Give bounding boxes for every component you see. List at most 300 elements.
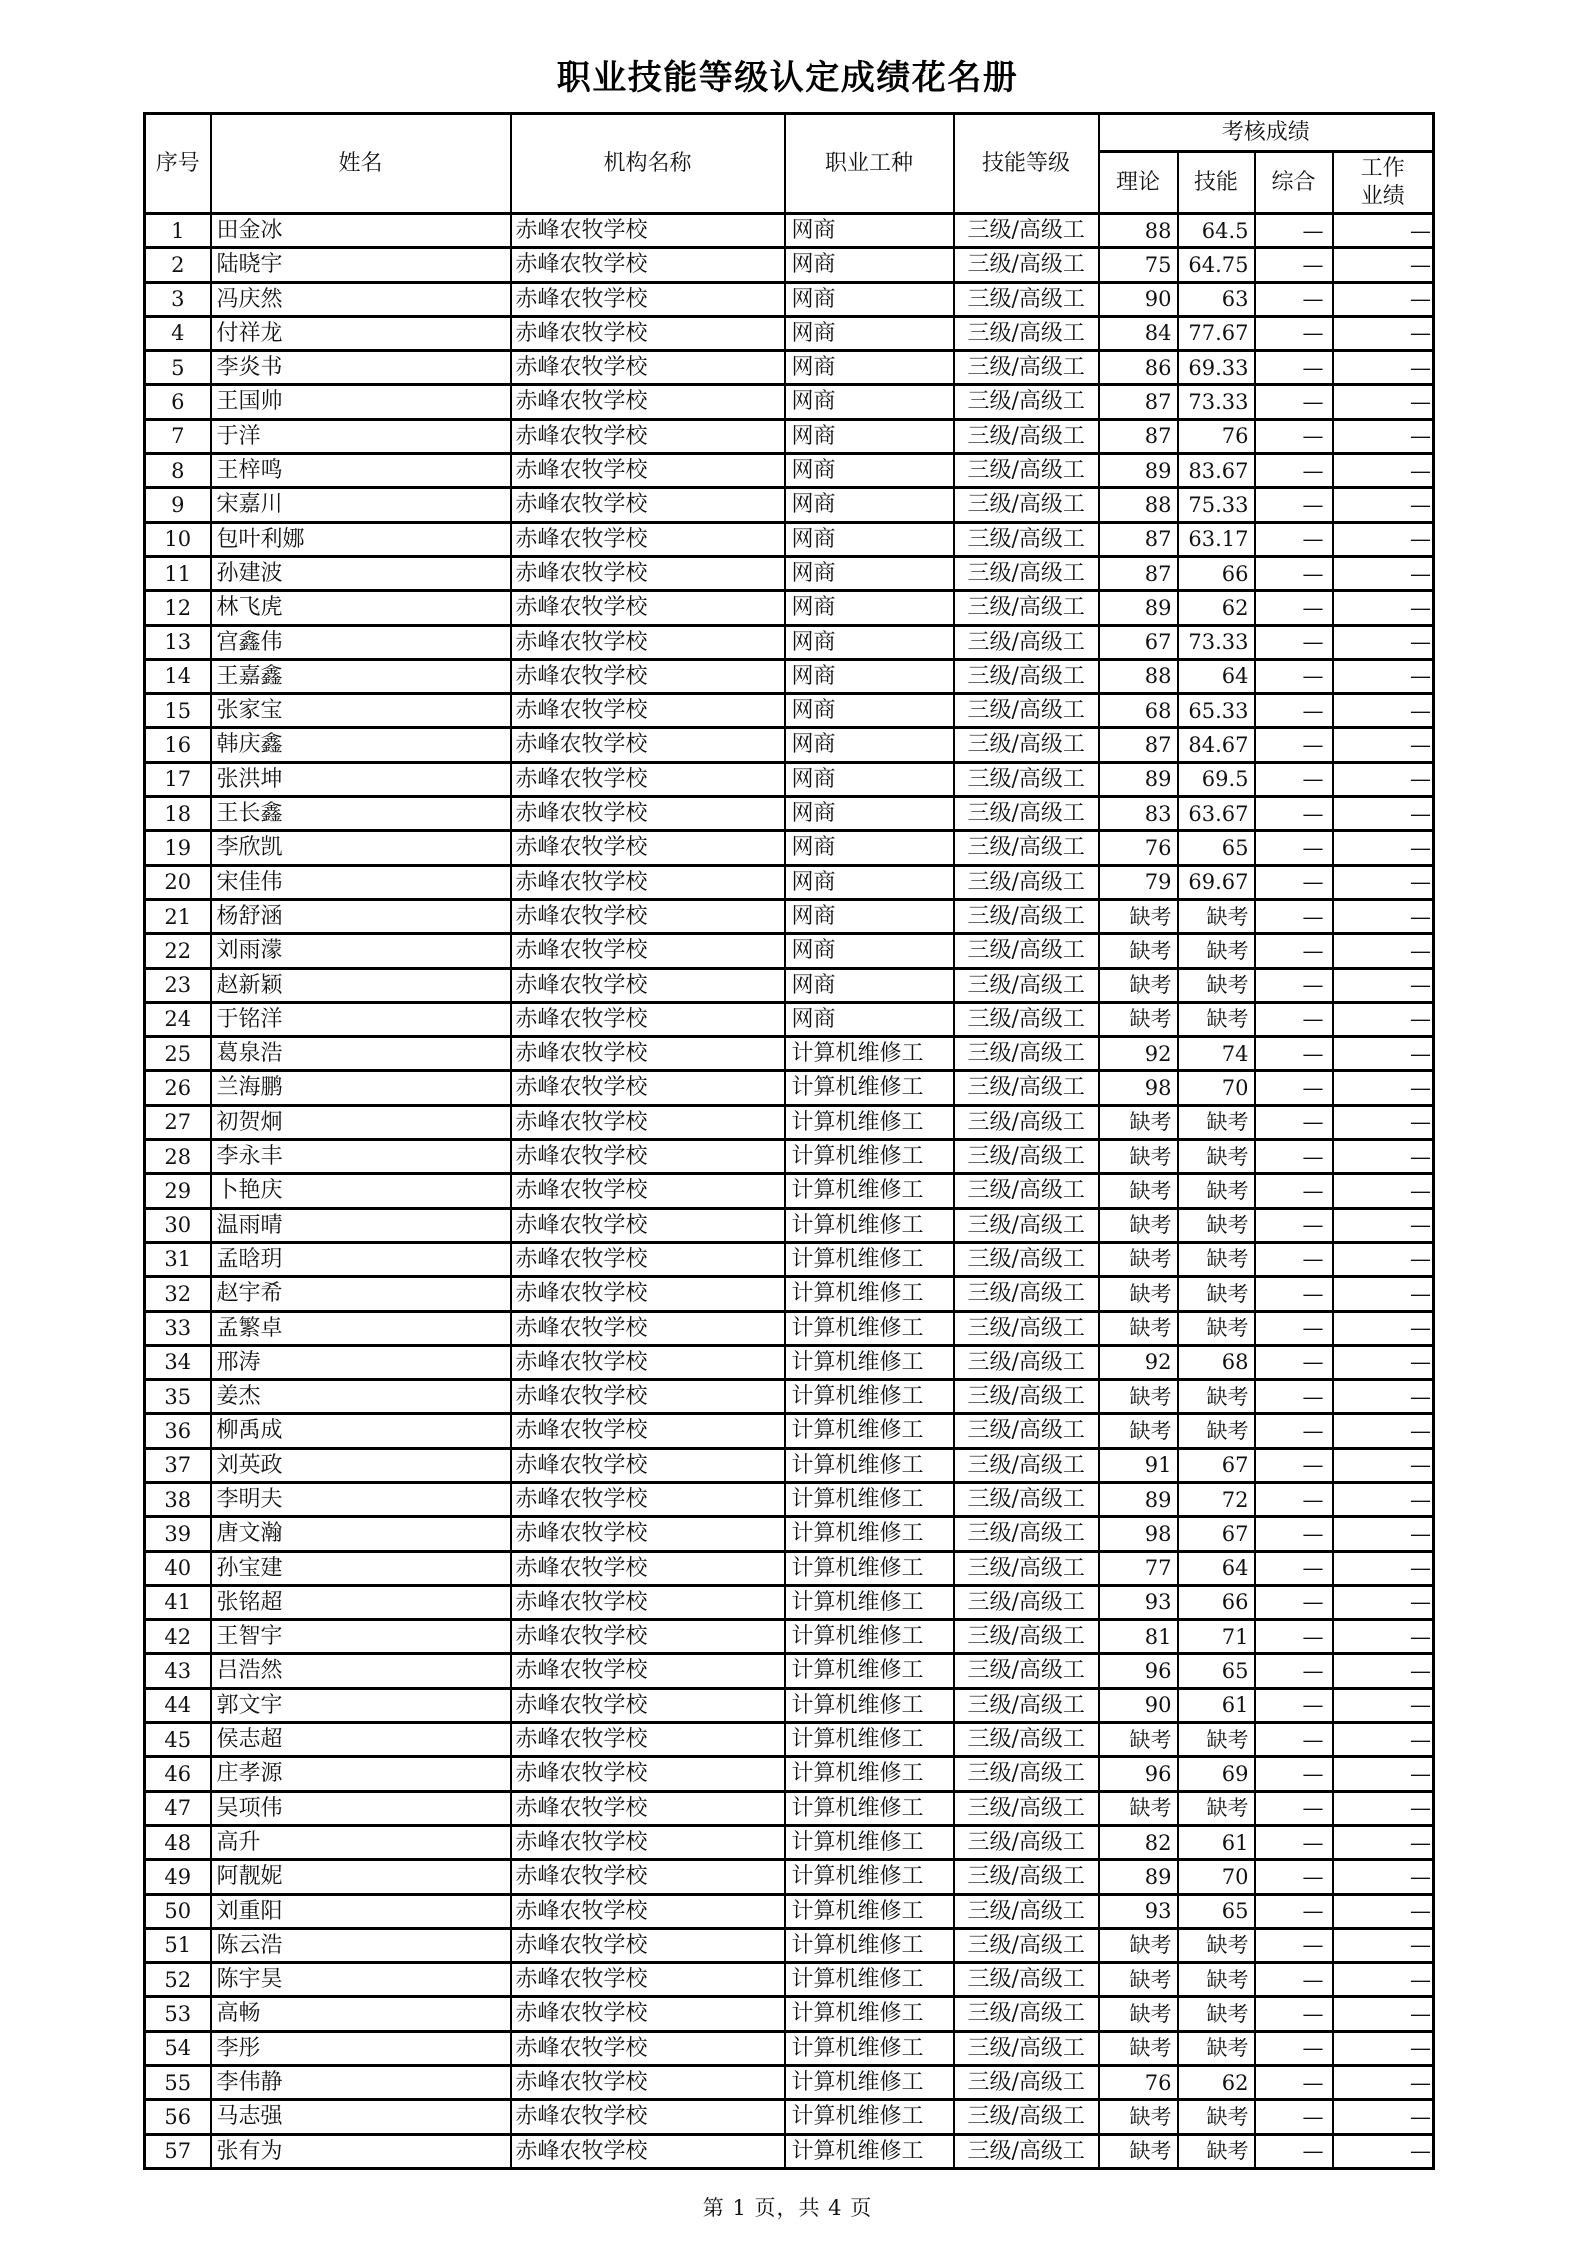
cell-work-performance-score: — — [1333, 1242, 1434, 1276]
cell-index: 3 — [145, 282, 211, 316]
cell-theory-score: 81 — [1099, 1620, 1178, 1654]
table-row — [145, 1242, 1434, 1276]
cell-name: 吕浩然 — [211, 1654, 511, 1688]
cell-index: 42 — [145, 1620, 211, 1654]
table-row — [145, 899, 1434, 933]
cell-theory-score: 98 — [1099, 1517, 1178, 1551]
cell-occupation: 计算机维修工 — [785, 1037, 954, 1071]
cell-skill-score: 缺考 — [1178, 1928, 1255, 1962]
cell-comprehensive-score: — — [1255, 454, 1333, 488]
cell-index: 41 — [145, 1585, 211, 1619]
cell-skill-score: 66 — [1178, 556, 1255, 590]
cell-comprehensive-score: — — [1255, 1894, 1333, 1928]
cell-occupation: 网商 — [785, 899, 954, 933]
cell-skill-score: 83.67 — [1178, 454, 1255, 488]
cell-skill-score: 69.67 — [1178, 865, 1255, 899]
cell-name: 孙建波 — [211, 556, 511, 590]
table-row — [145, 419, 1434, 453]
cell-theory-score: 89 — [1099, 1860, 1178, 1894]
cell-skill-level: 三级/高级工 — [954, 385, 1099, 419]
cell-index: 34 — [145, 1345, 211, 1379]
table-body — [145, 214, 1434, 2169]
cell-index: 47 — [145, 1791, 211, 1825]
cell-name: 李炎书 — [211, 351, 511, 385]
cell-theory-score: 82 — [1099, 1825, 1178, 1859]
table-row — [145, 1825, 1434, 1859]
col-header-theory: 理论 — [1099, 152, 1178, 214]
cell-institution: 赤峰农牧学校 — [511, 2066, 785, 2100]
cell-index: 26 — [145, 1071, 211, 1105]
cell-name: 林飞虎 — [211, 591, 511, 625]
cell-index: 9 — [145, 488, 211, 522]
cell-skill-score: 63 — [1178, 282, 1255, 316]
cell-theory-score: 96 — [1099, 1654, 1178, 1688]
cell-occupation: 计算机维修工 — [785, 1242, 954, 1276]
cell-work-performance-score: — — [1333, 385, 1434, 419]
table-row — [145, 1860, 1434, 1894]
cell-name: 陈宇昊 — [211, 1963, 511, 1997]
cell-name: 包叶利娜 — [211, 522, 511, 556]
cell-skill-level: 三级/高级工 — [954, 694, 1099, 728]
cell-name: 陆晓宇 — [211, 248, 511, 282]
cell-work-performance-score: — — [1333, 1585, 1434, 1619]
table-row — [145, 454, 1434, 488]
cell-work-performance-score: — — [1333, 556, 1434, 590]
cell-skill-level: 三级/高级工 — [954, 1277, 1099, 1311]
cell-occupation: 计算机维修工 — [785, 2134, 954, 2168]
cell-skill-level: 三级/高级工 — [954, 1105, 1099, 1139]
cell-theory-score: 缺考 — [1099, 2100, 1178, 2134]
cell-skill-level: 三级/高级工 — [954, 1928, 1099, 1962]
cell-work-performance-score: — — [1333, 1380, 1434, 1414]
cell-theory-score: 87 — [1099, 419, 1178, 453]
cell-work-performance-score: — — [1333, 1277, 1434, 1311]
cell-theory-score: 缺考 — [1099, 1380, 1178, 1414]
cell-index: 38 — [145, 1482, 211, 1516]
cell-index: 13 — [145, 625, 211, 659]
cell-index: 15 — [145, 694, 211, 728]
cell-skill-level: 三级/高级工 — [954, 1140, 1099, 1174]
cell-name: 庄孝源 — [211, 1757, 511, 1791]
table-row — [145, 1071, 1434, 1105]
cell-institution: 赤峰农牧学校 — [511, 488, 785, 522]
cell-institution: 赤峰农牧学校 — [511, 248, 785, 282]
cell-institution: 赤峰农牧学校 — [511, 831, 785, 865]
cell-comprehensive-score: — — [1255, 1071, 1333, 1105]
cell-institution: 赤峰农牧学校 — [511, 556, 785, 590]
cell-theory-score: 缺考 — [1099, 934, 1178, 968]
cell-index: 1 — [145, 214, 211, 248]
cell-name: 温雨晴 — [211, 1208, 511, 1242]
table-row — [145, 1791, 1434, 1825]
cell-index: 46 — [145, 1757, 211, 1791]
cell-comprehensive-score: — — [1255, 1620, 1333, 1654]
cell-name: 张洪坤 — [211, 762, 511, 796]
cell-index: 11 — [145, 556, 211, 590]
table-row — [145, 1654, 1434, 1688]
cell-skill-level: 三级/高级工 — [954, 2066, 1099, 2100]
cell-skill-level: 三级/高级工 — [954, 316, 1099, 350]
cell-name: 宋嘉川 — [211, 488, 511, 522]
cell-comprehensive-score: — — [1255, 1105, 1333, 1139]
cell-work-performance-score: — — [1333, 2134, 1434, 2168]
cell-occupation: 计算机维修工 — [785, 1345, 954, 1379]
cell-theory-score: 缺考 — [1099, 1928, 1178, 1962]
cell-occupation: 计算机维修工 — [785, 1825, 954, 1859]
cell-institution: 赤峰农牧学校 — [511, 1242, 785, 1276]
cell-work-performance-score: — — [1333, 351, 1434, 385]
cell-work-performance-score: — — [1333, 694, 1434, 728]
cell-comprehensive-score: — — [1255, 419, 1333, 453]
cell-comprehensive-score: — — [1255, 934, 1333, 968]
cell-skill-score: 64 — [1178, 659, 1255, 693]
cell-comprehensive-score: — — [1255, 488, 1333, 522]
cell-work-performance-score: — — [1333, 1311, 1434, 1345]
cell-skill-score: 缺考 — [1178, 1997, 1255, 2031]
cell-skill-level: 三级/高级工 — [954, 762, 1099, 796]
cell-name: 杨舒涵 — [211, 899, 511, 933]
table-row — [145, 316, 1434, 350]
cell-work-performance-score: — — [1333, 1791, 1434, 1825]
cell-theory-score: 缺考 — [1099, 1723, 1178, 1757]
cell-occupation: 计算机维修工 — [785, 1380, 954, 1414]
cell-comprehensive-score: — — [1255, 1380, 1333, 1414]
cell-work-performance-score: — — [1333, 282, 1434, 316]
cell-comprehensive-score: — — [1255, 1860, 1333, 1894]
cell-work-performance-score: — — [1333, 831, 1434, 865]
table-row — [145, 694, 1434, 728]
table-row — [145, 2134, 1434, 2168]
cell-institution: 赤峰农牧学校 — [511, 762, 785, 796]
cell-skill-score: 64.75 — [1178, 248, 1255, 282]
cell-occupation: 计算机维修工 — [785, 1860, 954, 1894]
cell-comprehensive-score: — — [1255, 591, 1333, 625]
cell-index: 19 — [145, 831, 211, 865]
cell-work-performance-score: — — [1333, 1928, 1434, 1962]
cell-skill-level: 三级/高级工 — [954, 1654, 1099, 1688]
cell-occupation: 计算机维修工 — [785, 1585, 954, 1619]
cell-index: 35 — [145, 1380, 211, 1414]
cell-skill-level: 三级/高级工 — [954, 419, 1099, 453]
cell-institution: 赤峰农牧学校 — [511, 694, 785, 728]
cell-name: 王嘉鑫 — [211, 659, 511, 693]
cell-skill-level: 三级/高级工 — [954, 248, 1099, 282]
cell-occupation: 网商 — [785, 968, 954, 1002]
cell-name: 王梓鸣 — [211, 454, 511, 488]
cell-comprehensive-score: — — [1255, 351, 1333, 385]
table-row — [145, 1208, 1434, 1242]
cell-comprehensive-score: — — [1255, 1757, 1333, 1791]
cell-work-performance-score: — — [1333, 1723, 1434, 1757]
cell-work-performance-score: — — [1333, 797, 1434, 831]
cell-theory-score: 90 — [1099, 282, 1178, 316]
cell-institution: 赤峰农牧学校 — [511, 1380, 785, 1414]
table-row — [145, 797, 1434, 831]
cell-comprehensive-score: — — [1255, 1311, 1333, 1345]
cell-institution: 赤峰农牧学校 — [511, 1105, 785, 1139]
cell-index: 39 — [145, 1517, 211, 1551]
cell-theory-score: 67 — [1099, 625, 1178, 659]
table-row — [145, 591, 1434, 625]
cell-comprehensive-score: — — [1255, 1825, 1333, 1859]
cell-index: 37 — [145, 1448, 211, 1482]
cell-skill-level: 三级/高级工 — [954, 1825, 1099, 1859]
cell-comprehensive-score: — — [1255, 316, 1333, 350]
cell-occupation: 网商 — [785, 865, 954, 899]
cell-institution: 赤峰农牧学校 — [511, 214, 785, 248]
cell-occupation: 计算机维修工 — [785, 1448, 954, 1482]
cell-index: 54 — [145, 2031, 211, 2065]
cell-occupation: 网商 — [785, 797, 954, 831]
cell-index: 55 — [145, 2066, 211, 2100]
cell-comprehensive-score: — — [1255, 385, 1333, 419]
cell-institution: 赤峰农牧学校 — [511, 1311, 785, 1345]
cell-theory-score: 93 — [1099, 1894, 1178, 1928]
cell-skill-score: 72 — [1178, 1482, 1255, 1516]
cell-name: 宋佳伟 — [211, 865, 511, 899]
cell-institution: 赤峰农牧学校 — [511, 351, 785, 385]
cell-index: 4 — [145, 316, 211, 350]
cell-skill-score: 缺考 — [1178, 1242, 1255, 1276]
cell-work-performance-score: — — [1333, 1963, 1434, 1997]
cell-skill-score: 63.17 — [1178, 522, 1255, 556]
cell-skill-level: 三级/高级工 — [954, 1002, 1099, 1036]
cell-work-performance-score: — — [1333, 1860, 1434, 1894]
cell-comprehensive-score: — — [1255, 1791, 1333, 1825]
table-row — [145, 728, 1434, 762]
cell-theory-score: 88 — [1099, 659, 1178, 693]
cell-work-performance-score: — — [1333, 1517, 1434, 1551]
cell-work-performance-score: — — [1333, 968, 1434, 1002]
cell-institution: 赤峰农牧学校 — [511, 1002, 785, 1036]
cell-index: 49 — [145, 1860, 211, 1894]
cell-skill-score: 缺考 — [1178, 1311, 1255, 1345]
cell-occupation: 计算机维修工 — [785, 1311, 954, 1345]
cell-index: 57 — [145, 2134, 211, 2168]
cell-index: 52 — [145, 1963, 211, 1997]
cell-occupation: 计算机维修工 — [785, 1482, 954, 1516]
cell-theory-score: 91 — [1099, 1448, 1178, 1482]
col-header-index: 序号 — [145, 114, 211, 214]
cell-institution: 赤峰农牧学校 — [511, 1037, 785, 1071]
table-row — [145, 1140, 1434, 1174]
cell-index: 32 — [145, 1277, 211, 1311]
table-row — [145, 968, 1434, 1002]
cell-name: 唐文瀚 — [211, 1517, 511, 1551]
col-header-scores-group: 考核成绩 — [1099, 114, 1434, 152]
cell-theory-score: 89 — [1099, 591, 1178, 625]
cell-comprehensive-score: — — [1255, 1174, 1333, 1208]
cell-name: 付祥龙 — [211, 316, 511, 350]
cell-institution: 赤峰农牧学校 — [511, 1174, 785, 1208]
cell-skill-level: 三级/高级工 — [954, 1345, 1099, 1379]
cell-index: 48 — [145, 1825, 211, 1859]
cell-skill-score: 缺考 — [1178, 1414, 1255, 1448]
cell-comprehensive-score: — — [1255, 1517, 1333, 1551]
cell-work-performance-score: — — [1333, 1894, 1434, 1928]
cell-occupation: 计算机维修工 — [785, 1140, 954, 1174]
score-roster-table — [143, 112, 1435, 2170]
cell-comprehensive-score: — — [1255, 865, 1333, 899]
cell-theory-score: 92 — [1099, 1037, 1178, 1071]
cell-index: 53 — [145, 1997, 211, 2031]
cell-theory-score: 75 — [1099, 248, 1178, 282]
table-row — [145, 1757, 1434, 1791]
cell-name: 李明夫 — [211, 1482, 511, 1516]
cell-occupation: 计算机维修工 — [785, 1105, 954, 1139]
table-row — [145, 1997, 1434, 2031]
cell-skill-score: 69.5 — [1178, 762, 1255, 796]
cell-theory-score: 76 — [1099, 2066, 1178, 2100]
cell-occupation: 计算机维修工 — [785, 1894, 954, 1928]
cell-skill-score: 69.33 — [1178, 351, 1255, 385]
cell-skill-level: 三级/高级工 — [954, 1482, 1099, 1516]
cell-work-performance-score: — — [1333, 2066, 1434, 2100]
cell-work-performance-score: — — [1333, 865, 1434, 899]
cell-skill-score: 66 — [1178, 1585, 1255, 1619]
cell-name: 初贺炯 — [211, 1105, 511, 1139]
cell-skill-score: 62 — [1178, 591, 1255, 625]
cell-work-performance-score: — — [1333, 316, 1434, 350]
cell-institution: 赤峰农牧学校 — [511, 1757, 785, 1791]
table-row — [145, 1688, 1434, 1722]
cell-index: 33 — [145, 1311, 211, 1345]
cell-theory-score: 89 — [1099, 1482, 1178, 1516]
cell-index: 31 — [145, 1242, 211, 1276]
cell-occupation: 网商 — [785, 556, 954, 590]
table-row — [145, 1482, 1434, 1516]
cell-work-performance-score: — — [1333, 2100, 1434, 2134]
cell-index: 56 — [145, 2100, 211, 2134]
cell-skill-score: 64 — [1178, 1551, 1255, 1585]
table-row — [145, 1105, 1434, 1139]
cell-theory-score: 89 — [1099, 762, 1178, 796]
cell-theory-score: 缺考 — [1099, 1414, 1178, 1448]
cell-name: 张铭超 — [211, 1585, 511, 1619]
cell-name: 高畅 — [211, 1997, 511, 2031]
cell-occupation: 计算机维修工 — [785, 2066, 954, 2100]
cell-institution: 赤峰农牧学校 — [511, 625, 785, 659]
cell-skill-score: 缺考 — [1178, 1140, 1255, 1174]
cell-work-performance-score: — — [1333, 1551, 1434, 1585]
cell-work-performance-score: — — [1333, 1654, 1434, 1688]
cell-name: 柳禹成 — [211, 1414, 511, 1448]
cell-name: 刘重阳 — [211, 1894, 511, 1928]
cell-index: 2 — [145, 248, 211, 282]
cell-theory-score: 96 — [1099, 1757, 1178, 1791]
cell-skill-level: 三级/高级工 — [954, 1037, 1099, 1071]
cell-work-performance-score: — — [1333, 1002, 1434, 1036]
cell-name: 赵宇希 — [211, 1277, 511, 1311]
cell-work-performance-score: — — [1333, 1757, 1434, 1791]
cell-comprehensive-score: — — [1255, 797, 1333, 831]
cell-occupation: 计算机维修工 — [785, 1688, 954, 1722]
cell-work-performance-score: — — [1333, 2031, 1434, 2065]
cell-theory-score: 98 — [1099, 1071, 1178, 1105]
cell-occupation: 网商 — [785, 522, 954, 556]
cell-occupation: 计算机维修工 — [785, 1654, 954, 1688]
cell-skill-score: 63.67 — [1178, 797, 1255, 831]
cell-occupation: 网商 — [785, 625, 954, 659]
cell-theory-score: 87 — [1099, 385, 1178, 419]
cell-work-performance-score: — — [1333, 1448, 1434, 1482]
cell-name: 李永丰 — [211, 1140, 511, 1174]
table-row — [145, 762, 1434, 796]
cell-index: 20 — [145, 865, 211, 899]
cell-comprehensive-score: — — [1255, 1997, 1333, 2031]
cell-occupation: 网商 — [785, 934, 954, 968]
cell-skill-level: 三级/高级工 — [954, 968, 1099, 1002]
cell-work-performance-score: — — [1333, 1071, 1434, 1105]
table-row — [145, 865, 1434, 899]
cell-institution: 赤峰农牧学校 — [511, 1517, 785, 1551]
cell-index: 12 — [145, 591, 211, 625]
cell-comprehensive-score: — — [1255, 214, 1333, 248]
cell-institution: 赤峰农牧学校 — [511, 282, 785, 316]
cell-theory-score: 缺考 — [1099, 1105, 1178, 1139]
table-row — [145, 282, 1434, 316]
table-row — [145, 1963, 1434, 1997]
cell-skill-score: 77.67 — [1178, 316, 1255, 350]
cell-skill-level: 三级/高级工 — [954, 1380, 1099, 1414]
table-row — [145, 1448, 1434, 1482]
cell-theory-score: 缺考 — [1099, 1997, 1178, 2031]
cell-index: 21 — [145, 899, 211, 933]
table-row — [145, 522, 1434, 556]
cell-skill-level: 三级/高级工 — [954, 1208, 1099, 1242]
cell-skill-level: 三级/高级工 — [954, 1242, 1099, 1276]
cell-institution: 赤峰农牧学校 — [511, 454, 785, 488]
cell-comprehensive-score: — — [1255, 831, 1333, 865]
cell-name: 邢涛 — [211, 1345, 511, 1379]
cell-index: 28 — [145, 1140, 211, 1174]
table-row — [145, 1002, 1434, 1036]
col-header-skill-level: 技能等级 — [954, 114, 1099, 214]
cell-theory-score: 68 — [1099, 694, 1178, 728]
cell-institution: 赤峰农牧学校 — [511, 2031, 785, 2065]
cell-skill-score: 70 — [1178, 1860, 1255, 1894]
cell-skill-score: 68 — [1178, 1345, 1255, 1379]
cell-name: 姜杰 — [211, 1380, 511, 1414]
cell-institution: 赤峰农牧学校 — [511, 591, 785, 625]
cell-name: 李彤 — [211, 2031, 511, 2065]
cell-comprehensive-score: — — [1255, 899, 1333, 933]
cell-skill-score: 缺考 — [1178, 934, 1255, 968]
cell-work-performance-score: — — [1333, 1037, 1434, 1071]
table-row — [145, 248, 1434, 282]
cell-institution: 赤峰农牧学校 — [511, 1688, 785, 1722]
cell-index: 17 — [145, 762, 211, 796]
cell-skill-score: 67 — [1178, 1448, 1255, 1482]
cell-institution: 赤峰农牧学校 — [511, 316, 785, 350]
table-row — [145, 625, 1434, 659]
cell-skill-score: 75.33 — [1178, 488, 1255, 522]
cell-skill-score: 缺考 — [1178, 1002, 1255, 1036]
cell-work-performance-score: — — [1333, 1414, 1434, 1448]
cell-theory-score: 缺考 — [1099, 1242, 1178, 1276]
cell-comprehensive-score: — — [1255, 1585, 1333, 1619]
cell-occupation: 网商 — [785, 282, 954, 316]
cell-index: 45 — [145, 1723, 211, 1757]
cell-occupation: 计算机维修工 — [785, 1174, 954, 1208]
cell-occupation: 计算机维修工 — [785, 1208, 954, 1242]
cell-theory-score: 缺考 — [1099, 1311, 1178, 1345]
cell-name: 高升 — [211, 1825, 511, 1859]
cell-skill-score: 69 — [1178, 1757, 1255, 1791]
cell-comprehensive-score: — — [1255, 1208, 1333, 1242]
cell-skill-score: 缺考 — [1178, 2031, 1255, 2065]
cell-index: 22 — [145, 934, 211, 968]
